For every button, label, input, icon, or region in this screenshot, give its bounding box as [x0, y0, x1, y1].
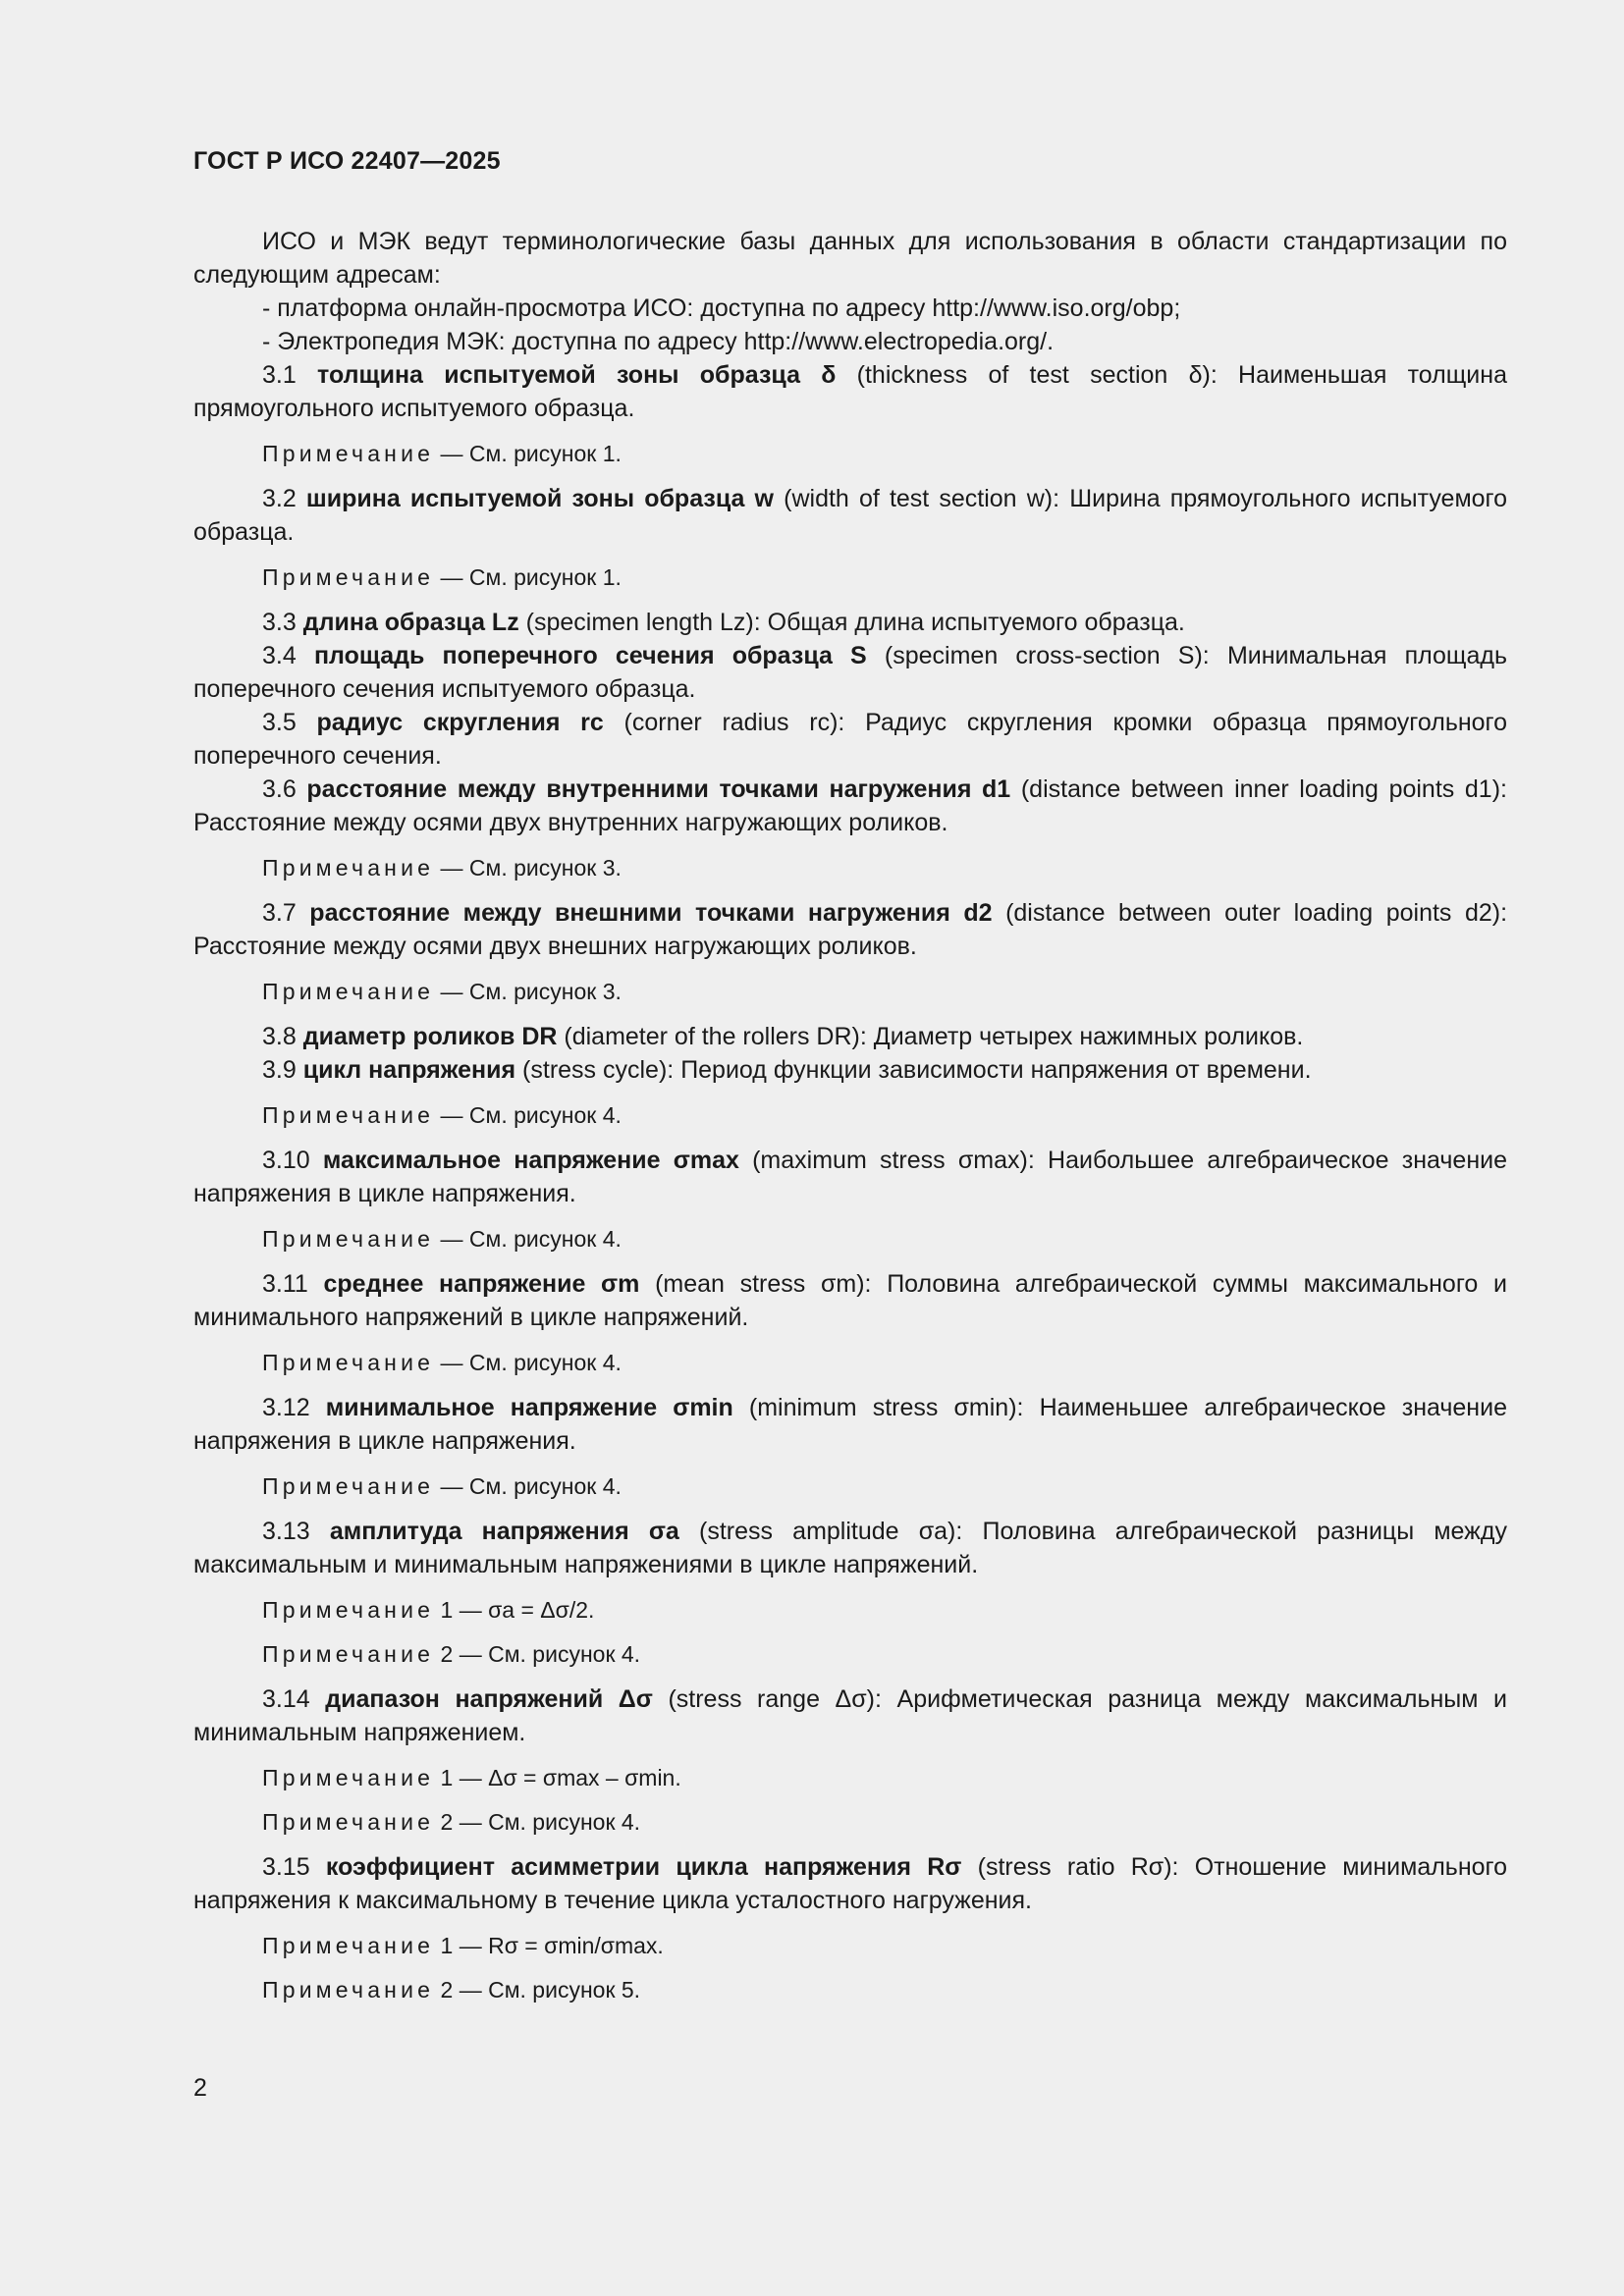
- note-label: Примечание: [262, 1226, 435, 1252]
- note-text: 1 — σa = Δσ/2.: [440, 1597, 595, 1623]
- note-text: 1 — Δσ = σmax – σmin.: [440, 1765, 681, 1790]
- term-english: (corner radius rc):: [623, 709, 845, 736]
- term-note: [262, 1594, 1507, 1626]
- term-definition: Период функции зависимости напряжения от времени.: [680, 1056, 1312, 1084]
- term-entry: [193, 1515, 1507, 1581]
- term-title: расстояние между внутренними точками нагружения d1: [306, 775, 1011, 803]
- term-number: 3.2: [262, 485, 297, 512]
- note-label: Примечание: [262, 1933, 435, 1958]
- term-note: [262, 1930, 1507, 1961]
- term-definition: Половина алгебраической суммы максимального и минимального напряжений в цикле напряжений.: [193, 1270, 1507, 1331]
- term-definition: Арифметическая разница между максимальным и минимальным напряжением.: [193, 1685, 1507, 1746]
- term-title: среднее напряжение σm: [323, 1270, 640, 1298]
- note-label: Примечание: [262, 1350, 435, 1375]
- term-number: 3.14: [262, 1685, 310, 1713]
- term-english: (stress amplitude σa):: [699, 1518, 963, 1545]
- term-title: площадь поперечного сечения образца S: [313, 642, 867, 669]
- term-number: 3.9: [262, 1056, 297, 1084]
- term-note: [262, 1099, 1507, 1131]
- term-english: (mean stress σm):: [655, 1270, 872, 1298]
- term-definition: Расстояние между осями двух внутренних нагружающих роликов.: [193, 809, 948, 836]
- note-label: Примечание: [262, 1765, 435, 1790]
- term-english: (specimen length Lz):: [525, 609, 761, 636]
- note-label: Примечание: [262, 441, 435, 466]
- note-text: — См. рисунок 1.: [440, 564, 622, 590]
- term-number: 3.12: [262, 1394, 310, 1421]
- term-note: [262, 1638, 1507, 1670]
- term-definition: Половина алгебраической разницы между максимальным и минимальным напряжениями в цикле напряжений.: [193, 1518, 1507, 1578]
- note-label: Примечание: [262, 1597, 435, 1623]
- note-label: Примечание: [262, 1977, 435, 2002]
- term-english: (specimen cross-section S):: [884, 642, 1210, 669]
- term-entry: [193, 1053, 1507, 1087]
- term-number: 3.5: [262, 709, 297, 736]
- document-header: ГОСТ Р ИСО 22407—2025: [193, 147, 501, 175]
- term-note: [262, 438, 1507, 469]
- term-number: 3.13: [262, 1518, 310, 1545]
- term-number: 3.1: [262, 361, 297, 389]
- term-english: (stress ratio Rσ):: [977, 1853, 1179, 1881]
- note-label: Примечание: [262, 564, 435, 590]
- term-english: (stress range Δσ):: [668, 1685, 882, 1713]
- term-note: [262, 1470, 1507, 1502]
- note-text: — См. рисунок 1.: [440, 441, 622, 466]
- term-entry: [193, 639, 1507, 706]
- term-english: (stress cycle):: [522, 1056, 675, 1084]
- term-entry: [193, 482, 1507, 549]
- note-text: 2 — См. рисунок 4.: [440, 1809, 641, 1835]
- term-number: 3.8: [262, 1023, 297, 1050]
- term-title: диаметр роликов DR: [302, 1023, 558, 1050]
- term-definition: Ширина прямоугольного испытуемого образца.: [193, 485, 1508, 546]
- term-title: цикл напряжения: [302, 1056, 516, 1084]
- term-title: минимальное напряжение σmin: [325, 1394, 733, 1421]
- term-entry: [193, 1682, 1507, 1749]
- term-entry: [193, 706, 1507, 773]
- term-title: коэффициент асимметрии цикла напряжения Rσ: [325, 1853, 962, 1881]
- term-title: длина образца Lz: [302, 609, 519, 636]
- note-text: — См. рисунок 4.: [440, 1102, 622, 1128]
- term-english: (distance between inner loading points d1):: [1020, 775, 1507, 803]
- term-entry: [193, 896, 1507, 963]
- term-note: [262, 976, 1507, 1007]
- note-label: Примечание: [262, 1102, 435, 1128]
- term-number: 3.4: [262, 642, 297, 669]
- term-english: (thickness of test section δ):: [856, 361, 1218, 389]
- term-number: 3.6: [262, 775, 297, 803]
- term-title: толщина испытуемой зоны образца δ: [317, 361, 837, 389]
- term-title: максимальное напряжение σmax: [322, 1147, 739, 1174]
- note-label: Примечание: [262, 979, 435, 1004]
- term-number: 3.7: [262, 899, 297, 927]
- term-entry: [193, 1391, 1507, 1458]
- note-text: 2 — См. рисунок 5.: [440, 1977, 641, 2002]
- note-text: — См. рисунок 3.: [440, 979, 622, 1004]
- term-title: расстояние между внешними точками нагружения d2: [309, 899, 993, 927]
- note-text: 1 — Rσ = σmin/σmax.: [440, 1933, 664, 1958]
- term-definition: Радиус скругления кромки образца прямоугольного поперечного сечения.: [193, 709, 1508, 770]
- term-note: [262, 1762, 1507, 1793]
- term-title: диапазон напряжений Δσ: [325, 1685, 653, 1713]
- term-title: ширина испытуемой зоны образца w: [305, 485, 774, 512]
- term-definition: Минимальная площадь поперечного сечения испытуемого образца.: [193, 642, 1508, 703]
- term-number: 3.15: [262, 1853, 310, 1881]
- note-text: — См. рисунок 3.: [440, 855, 622, 881]
- term-entry: [193, 358, 1507, 425]
- term-definition: Наименьшая толщина прямоугольного испытуемого образца.: [193, 361, 1507, 422]
- document-body: [193, 225, 1507, 2018]
- term-note: [262, 1974, 1507, 2005]
- term-definition: Отношение минимального напряжения к максимальному в течение цикла усталостного нагружения.: [193, 1853, 1508, 1914]
- term-note: [262, 1223, 1507, 1255]
- term-english: (minimum stress σmin):: [748, 1394, 1024, 1421]
- intro-paragraph: ИСО и МЭК ведут терминологические базы данных для использования в области стандартизации по следующим адресам:: [193, 228, 1507, 289]
- term-entry: [193, 1020, 1507, 1053]
- term-entry: [193, 1144, 1507, 1210]
- term-entry: [193, 773, 1507, 839]
- term-title: амплитуда напряжения σa: [329, 1518, 679, 1545]
- term-note: [262, 1806, 1507, 1838]
- term-note: [262, 852, 1507, 883]
- term-note: [262, 561, 1507, 593]
- note-label: Примечание: [262, 1641, 435, 1667]
- note-text: 2 — См. рисунок 4.: [440, 1641, 641, 1667]
- term-entry: [193, 1267, 1507, 1334]
- note-label: Примечание: [262, 1473, 435, 1499]
- term-english: (diameter of the rollers DR):: [564, 1023, 867, 1050]
- term-definition: Общая длина испытуемого образца.: [767, 609, 1185, 636]
- term-definition: Наименьшее алгебраическое значение напряжения в цикле напряжения.: [193, 1394, 1507, 1455]
- term-definition: Расстояние между осями двух внешних нагружающих роликов.: [193, 933, 917, 960]
- note-label: Примечание: [262, 855, 435, 881]
- term-note: [262, 1347, 1507, 1378]
- term-entry: [193, 606, 1507, 639]
- term-number: 3.3: [262, 609, 297, 636]
- note-label: Примечание: [262, 1809, 435, 1835]
- term-number: 3.11: [262, 1270, 308, 1298]
- intro-list-item: - платформа онлайн-просмотра ИСО: доступна по адресу http://www.iso.org/obp;: [262, 294, 1181, 322]
- term-definition: Диаметр четырех нажимных роликов.: [873, 1023, 1304, 1050]
- term-definition: Наибольшее алгебраическое значение напряжения в цикле напряжения.: [193, 1147, 1507, 1207]
- page-number: 2: [193, 2074, 207, 2102]
- term-english: (distance between outer loading points d2):: [1005, 899, 1508, 927]
- term-english: (width of test section w):: [784, 485, 1060, 512]
- term-title: радиус скругления rc: [316, 709, 604, 736]
- term-entry: [193, 1850, 1507, 1917]
- note-text: — См. рисунок 4.: [440, 1473, 622, 1499]
- note-text: — См. рисунок 4.: [440, 1350, 622, 1375]
- term-english: (maximum stress σmax):: [752, 1147, 1035, 1174]
- intro-list-item: - Электропедия МЭК: доступна по адресу http://www.electropedia.org/.: [262, 328, 1055, 355]
- note-text: — См. рисунок 4.: [440, 1226, 622, 1252]
- term-number: 3.10: [262, 1147, 310, 1174]
